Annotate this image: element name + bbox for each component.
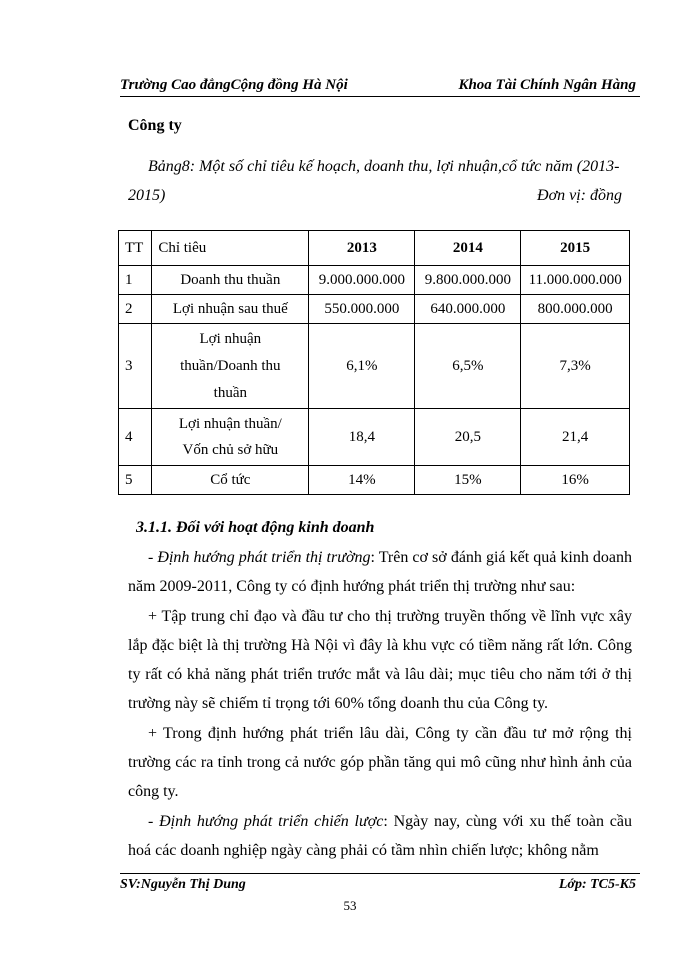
- table-caption: [128, 152, 638, 210]
- company-heading: Công ty: [128, 117, 182, 134]
- col-2015: 2015: [521, 231, 630, 266]
- cell-2013: 18,4: [309, 409, 415, 466]
- cell-2015: 11.000.000.000: [521, 266, 630, 295]
- cell-2015: 21,4: [521, 409, 630, 466]
- cell-2015: 800.000.000: [521, 295, 630, 324]
- cell-2015: 16%: [521, 466, 630, 495]
- caption-unit: Đơn vị: đồng: [537, 187, 622, 204]
- cell-2014: 15%: [415, 466, 521, 495]
- table-row: [119, 324, 630, 409]
- indicators-table: [118, 230, 630, 495]
- table-row: [119, 409, 630, 466]
- row-tt: 1: [119, 266, 152, 295]
- cell-2013: 9.000.000.000: [309, 266, 415, 295]
- header-school: Trường Cao đẳngCộng đồng Hà Nội: [120, 77, 348, 93]
- footer-class: Lớp: TC5-K5: [558, 877, 636, 892]
- paragraph-text: : Ngày nay, cùng với xu thế toàn cầu hoá các doanh nghiệp ngày càng phải có tầm nhìn chiến lược; không nằm: [128, 812, 633, 859]
- row-tt: 4: [119, 409, 152, 466]
- paragraph-lead: - Định hướng phát triển thị trường: [148, 549, 371, 566]
- paragraph: [128, 807, 632, 866]
- cell-2013: 14%: [309, 466, 415, 495]
- cell-2014: 9.800.000.000: [415, 266, 521, 295]
- cell-2014: 6,5%: [415, 324, 521, 409]
- paragraph: + Trong định hướng phát triển lâu dài, Công ty cần đầu tư mở rộng thị trường các ra tỉnh trong cả nước góp phần tăng qui mô cũng như hình ảnh của công ty.: [128, 724, 632, 801]
- body-text: [128, 543, 632, 865]
- cell-2013: 550.000.000: [309, 295, 415, 324]
- row-tt: 3: [119, 324, 152, 409]
- row-tt: 5: [119, 466, 152, 495]
- caption-line-1: Bảng8: Một số chỉ tiêu kế hoạch, doanh thu, lợi nhuận,cổ tức năm (2013-: [148, 158, 620, 175]
- row-label: Lợi nhuận thuần/ Vốn chủ sở hữu: [152, 409, 309, 466]
- row-label: Cổ tức: [152, 466, 309, 495]
- row-label: Doanh thu thuần: [152, 266, 309, 295]
- row-label: Lợi nhuận thuần/Doanh thu thuần: [152, 324, 309, 409]
- col-2014: 2014: [415, 231, 521, 266]
- header-faculty: Khoa Tài Chính Ngân Hàng: [458, 77, 636, 93]
- col-2013: 2013: [309, 231, 415, 266]
- paragraph: + Tập trung chỉ đạo và đầu tư cho thị trường truyền thống về lĩnh vực xây lắp đặc biệt là thị trường Hà Nội vì đây là khu vực có tiềm năng rất lớn. Công ty rất có khả năng phát triển trước mắt và lâu dài; mục tiêu cho năm tới ở thị trường này sẽ chiếm tỉ trọng tới 60% tổng doanh thu của Công ty.: [128, 607, 632, 713]
- cell-2013: 6,1%: [309, 324, 415, 409]
- footer-rule: [120, 873, 640, 874]
- section-heading: 3.1.1. Đối với hoạt động kinh doanh: [136, 519, 375, 536]
- footer-student: SV:Nguyễn Thị Dung: [120, 877, 246, 892]
- page-header: [120, 72, 636, 94]
- table-row: [119, 266, 630, 295]
- col-indicator: Chỉ tiêu: [152, 231, 309, 266]
- row-label: Lợi nhuận sau thuế: [152, 295, 309, 324]
- paragraph-text: : Trên cơ sở đánh giá kết quả kinh doanh năm 2009-2011, Công ty có định hướng phát triển thị trường như sau:: [128, 549, 633, 596]
- caption-line-2: 2015): [128, 187, 166, 204]
- page-number: 53: [343, 898, 357, 913]
- cell-2014: 640.000.000: [415, 295, 521, 324]
- cell-2014: 20,5: [415, 409, 521, 466]
- paragraph-lead: - Định hướng phát triển chiến lược: [148, 812, 384, 830]
- table-row: [119, 295, 630, 324]
- col-tt: TT: [119, 231, 152, 266]
- table-header-row: [119, 231, 630, 266]
- paragraph: [128, 543, 632, 602]
- header-rule: [120, 96, 640, 97]
- page-footer: [120, 877, 636, 893]
- cell-2015: 7,3%: [521, 324, 630, 409]
- row-tt: 2: [119, 295, 152, 324]
- table-row: [119, 466, 630, 495]
